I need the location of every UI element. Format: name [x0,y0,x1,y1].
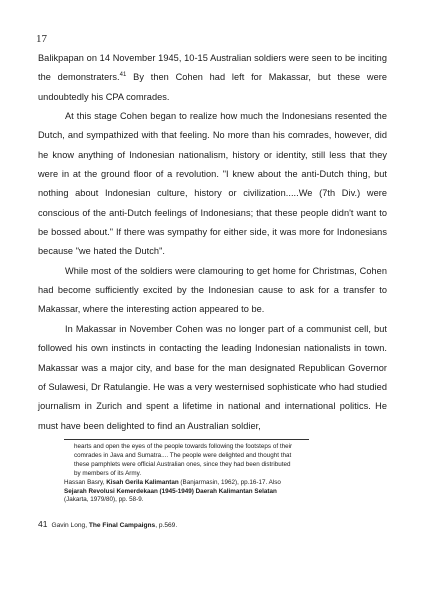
footnote-line: (Jakarta, 1979/80), pp. 58-9. [64,496,144,504]
footnote-line: hearts and open the eyes of the people towards following the footsteps of their [74,443,293,450]
paragraph-1: Balikpapan on 14 November 1945, 10-15 Australian soldiers were seen to be inciting the demonstraters.$^{41}$ By then Cohen had left for Makassar, but these were undoubtedly his CPA comrades. [38,53,388,102]
citation-title: The Final Campaigns [88,522,156,529]
footnote-citation: Hassan Basry, Kisah Gerila Kalimantan (Banjarmasin, 1962), pp.16-17. Also [64,478,281,486]
footnote-41: 41 Gavin Long, The Final Campaigns, p.569. [38,519,178,529]
footnote-line: by members of its Army. [74,469,142,477]
footnote-line: these pamphlets were official Australian ones, since they had been distributed [74,460,291,468]
footnote-separator [64,439,309,440]
page-number: 17 [36,33,47,45]
footnote-number: 41 [38,519,48,529]
paragraph-2: At this stage Cohen began to realize how much the Indonesians resented the Dutch, and sympathized with that feeling. No more than his comrades, however, did he know anything of Indonesian nationalism, history or identity, still less that they were in at the ground floor of a revolution. "I knew about the anti-Dutch thing, but nothing about Indonesian culture, history or civilization.....We (7th Div.) were conscious of the anti-Dutch feelings of Indonesians; that these people didn't want to be bossed about." If there was sympathy for either side, it was more for Indonesians because "we hated the Dutch". [38,111,387,257]
body-text [38,49,387,436]
citation-title: Kisah Gerila Kalimantan [106,478,179,486]
footnote-continued [64,443,354,505]
paragraph-4: In Makassar in November Cohen was no longer part of a communist cell, but followed his own instincts in contacting the leading Indonesian nationalists in town. Makassar was a major city, and base for the man designated Republican Governor of Sulawesi, Dr Ratulangie. He was a very westernised sophisticate who had studied journalism in Zurich and spent a lifetime in national and international politics. He must have been delighted to find an Australian soldier, [38,323,387,431]
footnote-ref-41: 41 [119,72,127,79]
footnote-citation-title: Sejarah Revolusi Kemerdekaan (1945-1949) Daerah Kalimantan Selatan [64,487,277,495]
footnote-line: comrades in Java and Sumatra.... The people were delighted and thought that [74,451,292,459]
paragraph-3: While most of the soldiers were clamouring to get home for Christmas, Cohen had become sufficiently excited by the Indonesian cause to ask for a transfer to Makassar, where the interesting action appeared to be. [38,265,387,315]
